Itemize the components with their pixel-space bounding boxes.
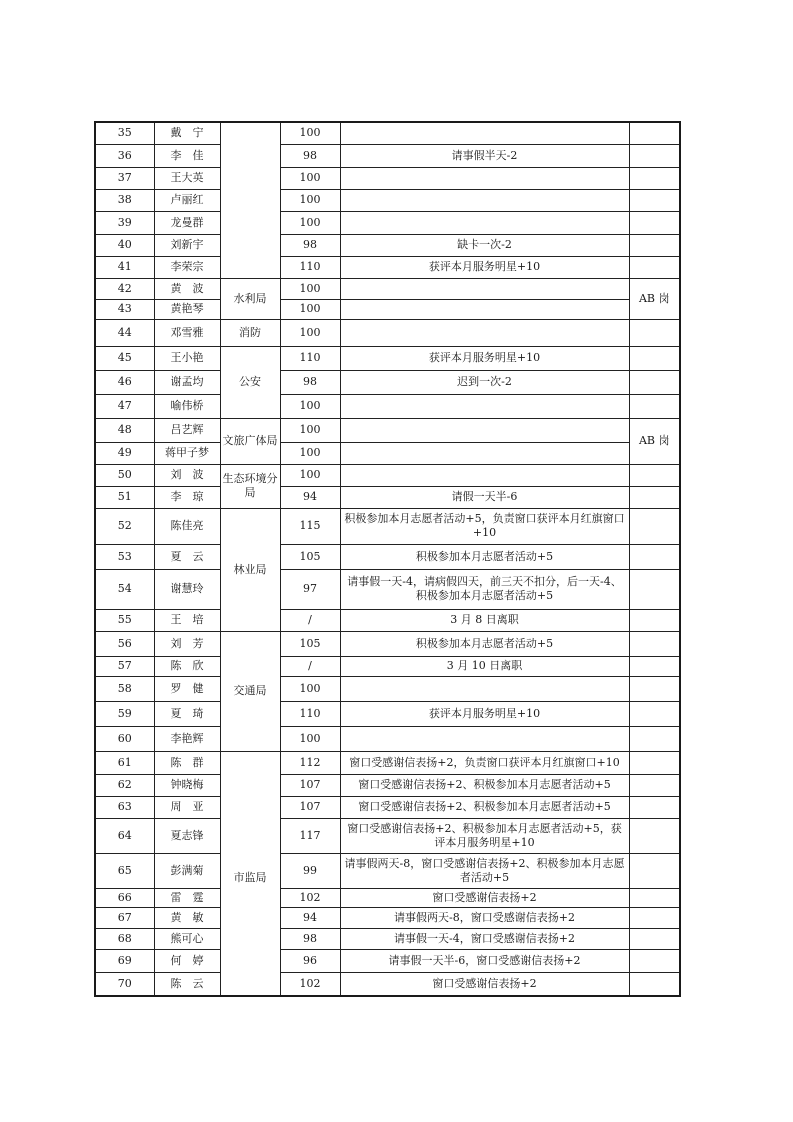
note-cell: 获评本月服务明星+10 [340,701,629,726]
name-cell: 罗 健 [154,676,220,701]
remark-cell [629,631,680,656]
note-cell: 窗口受感谢信表扬+2 [340,888,629,907]
name-cell: 王 培 [154,609,220,631]
department-cell [220,122,280,278]
name-cell: 王大英 [154,167,220,189]
note-cell: 请事假两天-8，窗口受感谢信表扬+2 [340,907,629,928]
name-cell: 李 佳 [154,144,220,167]
row-number-cell: 68 [95,928,154,949]
score-cell: 100 [280,299,340,319]
score-cell: 100 [280,122,340,144]
row-number-cell: 56 [95,631,154,656]
name-cell: 何 婷 [154,949,220,972]
score-cell: 100 [280,394,340,418]
note-cell [340,278,629,299]
table-row [95,656,680,676]
name-cell: 陈 云 [154,972,220,996]
note-cell [340,464,629,486]
table-row [95,796,680,818]
table-row [95,211,680,234]
attendance-score-table [94,121,681,997]
score-cell: 100 [280,442,340,464]
row-number-cell: 65 [95,853,154,888]
table-row [95,569,680,609]
remark-cell [629,751,680,774]
name-cell: 谢孟均 [154,370,220,394]
remark-cell [629,949,680,972]
name-cell: 龙曼群 [154,211,220,234]
name-cell: 夏 云 [154,544,220,569]
table-row [95,888,680,907]
score-cell: 100 [280,167,340,189]
table-row [95,544,680,569]
score-cell: 102 [280,888,340,907]
remark-cell [629,774,680,796]
table-row [95,676,680,701]
remark-cell [629,211,680,234]
note-cell [340,726,629,751]
table-row [95,508,680,544]
row-number-cell: 38 [95,189,154,211]
row-number-cell: 66 [95,888,154,907]
score-cell: 100 [280,464,340,486]
note-cell: 积极参加本月志愿者活动+5，负责窗口获评本月红旗窗口+10 [340,508,629,544]
remark-cell [629,234,680,256]
note-cell [340,418,629,442]
name-cell: 李 琼 [154,486,220,508]
score-cell: 110 [280,701,340,726]
score-cell: 117 [280,818,340,853]
department-cell: 水利局 [220,278,280,319]
note-cell: 窗口受感谢信表扬+2、积极参加本月志愿者活动+5 [340,796,629,818]
note-cell [340,442,629,464]
name-cell: 雷 霆 [154,888,220,907]
row-number-cell: 52 [95,508,154,544]
score-cell: 105 [280,631,340,656]
name-cell: 夏 琦 [154,701,220,726]
remark-cell [629,544,680,569]
name-cell: 王小艳 [154,346,220,370]
name-cell: 刘 波 [154,464,220,486]
note-cell: 3 月 8 日离职 [340,609,629,631]
remark-cell [629,907,680,928]
row-number-cell: 61 [95,751,154,774]
name-cell: 谢慧玲 [154,569,220,609]
row-number-cell: 43 [95,299,154,319]
score-cell: 112 [280,751,340,774]
note-cell: 请事假一天-4，窗口受感谢信表扬+2 [340,928,629,949]
note-cell [340,394,629,418]
remark-cell [629,508,680,544]
name-cell: 刘新宇 [154,234,220,256]
table-row [95,418,680,442]
row-number-cell: 51 [95,486,154,508]
table-row [95,631,680,656]
name-cell: 陈 欣 [154,656,220,676]
row-number-cell: 63 [95,796,154,818]
remark-cell [629,346,680,370]
score-cell: / [280,656,340,676]
score-cell: 100 [280,211,340,234]
department-cell: 文旅广体局 [220,418,280,464]
remark-cell [629,569,680,609]
remark-cell [629,486,680,508]
remark-cell [629,726,680,751]
row-number-cell: 46 [95,370,154,394]
name-cell: 吕艺辉 [154,418,220,442]
row-number-cell: 37 [95,167,154,189]
table-row [95,464,680,486]
name-cell: 李艳辉 [154,726,220,751]
note-cell [340,299,629,319]
name-cell: 李荣宗 [154,256,220,278]
row-number-cell: 54 [95,569,154,609]
table-row [95,774,680,796]
table-row [95,701,680,726]
row-number-cell: 55 [95,609,154,631]
name-cell: 黄艳琴 [154,299,220,319]
score-cell: 98 [280,370,340,394]
name-cell: 夏志锋 [154,818,220,853]
note-cell [340,319,629,346]
name-cell: 刘 芳 [154,631,220,656]
note-cell: 窗口受感谢信表扬+2、积极参加本月志愿者活动+5 [340,774,629,796]
row-number-cell: 64 [95,818,154,853]
name-cell: 喻伟桥 [154,394,220,418]
score-cell: 98 [280,928,340,949]
name-cell: 周 亚 [154,796,220,818]
table-row [95,818,680,853]
note-cell: 请假一天半-6 [340,486,629,508]
score-cell: 100 [280,418,340,442]
row-number-cell: 60 [95,726,154,751]
remark-cell [629,656,680,676]
note-cell: 3 月 10 日离职 [340,656,629,676]
table-row [95,949,680,972]
note-cell [340,211,629,234]
row-number-cell: 41 [95,256,154,278]
score-cell: 100 [280,189,340,211]
row-number-cell: 50 [95,464,154,486]
name-cell: 黄 波 [154,278,220,299]
remark-cell [629,676,680,701]
note-cell: 迟到一次-2 [340,370,629,394]
note-cell: 请事假一天-4，请病假四天，前三天不扣分，后一天-4、积极参加本月志愿者活动+5 [340,569,629,609]
note-cell: 窗口受感谢信表扬+2 [340,972,629,996]
score-cell: 97 [280,569,340,609]
score-cell: 107 [280,774,340,796]
row-number-cell: 58 [95,676,154,701]
table-row [95,370,680,394]
remark-cell [629,256,680,278]
remark-cell [629,319,680,346]
remark-cell [629,464,680,486]
note-cell [340,122,629,144]
name-cell: 戴 宁 [154,122,220,144]
score-cell: 100 [280,278,340,299]
table-row [95,167,680,189]
table-row [95,751,680,774]
score-cell: 94 [280,486,340,508]
note-cell: 请事假两天-8，窗口受感谢信表扬+2、积极参加本月志愿者活动+5 [340,853,629,888]
table-row [95,278,680,299]
remark-cell [629,701,680,726]
remark-cell: AB 岗 [629,278,680,319]
row-number-cell: 69 [95,949,154,972]
table-row [95,234,680,256]
remark-cell [629,609,680,631]
remark-cell [629,972,680,996]
table-row [95,144,680,167]
row-number-cell: 47 [95,394,154,418]
remark-cell [629,853,680,888]
remark-cell: AB 岗 [629,418,680,464]
row-number-cell: 70 [95,972,154,996]
note-cell: 请事假半天-2 [340,144,629,167]
table-row [95,122,680,144]
score-cell: 98 [280,234,340,256]
remark-cell [629,189,680,211]
note-cell: 请事假一天半-6，窗口受感谢信表扬+2 [340,949,629,972]
department-cell: 消防 [220,319,280,346]
row-number-cell: 53 [95,544,154,569]
name-cell: 熊可心 [154,928,220,949]
note-cell: 获评本月服务明星+10 [340,256,629,278]
table-row [95,609,680,631]
note-cell: 缺卡一次-2 [340,234,629,256]
table-row [95,486,680,508]
table-row [95,726,680,751]
name-cell: 彭满菊 [154,853,220,888]
remark-cell [629,144,680,167]
remark-cell [629,888,680,907]
row-number-cell: 59 [95,701,154,726]
score-cell: 98 [280,144,340,167]
table-row [95,442,680,464]
table-row [95,394,680,418]
note-cell: 获评本月服务明星+10 [340,346,629,370]
department-cell: 林业局 [220,508,280,631]
name-cell: 蒋甲子梦 [154,442,220,464]
remark-cell [629,370,680,394]
row-number-cell: 48 [95,418,154,442]
note-cell: 窗口受感谢信表扬+2，负责窗口获评本月红旗窗口+10 [340,751,629,774]
remark-cell [629,818,680,853]
score-cell: / [280,609,340,631]
name-cell: 黄 敏 [154,907,220,928]
department-cell: 交通局 [220,631,280,751]
table-row [95,319,680,346]
score-cell: 115 [280,508,340,544]
remark-cell [629,394,680,418]
row-number-cell: 39 [95,211,154,234]
note-cell: 积极参加本月志愿者活动+5 [340,631,629,656]
table-row [95,189,680,211]
name-cell: 卢丽红 [154,189,220,211]
table-row [95,972,680,996]
remark-cell [629,928,680,949]
score-cell: 99 [280,853,340,888]
table-row [95,853,680,888]
score-cell: 100 [280,676,340,701]
table-row [95,928,680,949]
score-cell: 110 [280,346,340,370]
row-number-cell: 62 [95,774,154,796]
row-number-cell: 44 [95,319,154,346]
row-number-cell: 42 [95,278,154,299]
row-number-cell: 49 [95,442,154,464]
name-cell: 陈佳亮 [154,508,220,544]
department-cell: 生态环境分局 [220,464,280,508]
table-row [95,907,680,928]
remark-cell [629,796,680,818]
row-number-cell: 57 [95,656,154,676]
row-number-cell: 40 [95,234,154,256]
score-cell: 110 [280,256,340,278]
name-cell: 钟晓梅 [154,774,220,796]
name-cell: 陈 群 [154,751,220,774]
score-cell: 94 [280,907,340,928]
row-number-cell: 67 [95,907,154,928]
row-number-cell: 45 [95,346,154,370]
table-row [95,256,680,278]
remark-cell [629,122,680,144]
row-number-cell: 36 [95,144,154,167]
score-cell: 100 [280,319,340,346]
row-number-cell: 35 [95,122,154,144]
score-cell: 102 [280,972,340,996]
department-cell: 市监局 [220,751,280,996]
note-cell [340,167,629,189]
note-cell [340,189,629,211]
note-cell: 积极参加本月志愿者活动+5 [340,544,629,569]
score-cell: 107 [280,796,340,818]
table-row [95,346,680,370]
department-cell: 公安 [220,346,280,418]
remark-cell [629,167,680,189]
note-cell: 窗口受感谢信表扬+2、积极参加本月志愿者活动+5，获评本月服务明星+10 [340,818,629,853]
score-cell: 96 [280,949,340,972]
name-cell: 邓雪雅 [154,319,220,346]
score-cell: 105 [280,544,340,569]
note-cell [340,676,629,701]
table-row [95,299,680,319]
score-cell: 100 [280,726,340,751]
